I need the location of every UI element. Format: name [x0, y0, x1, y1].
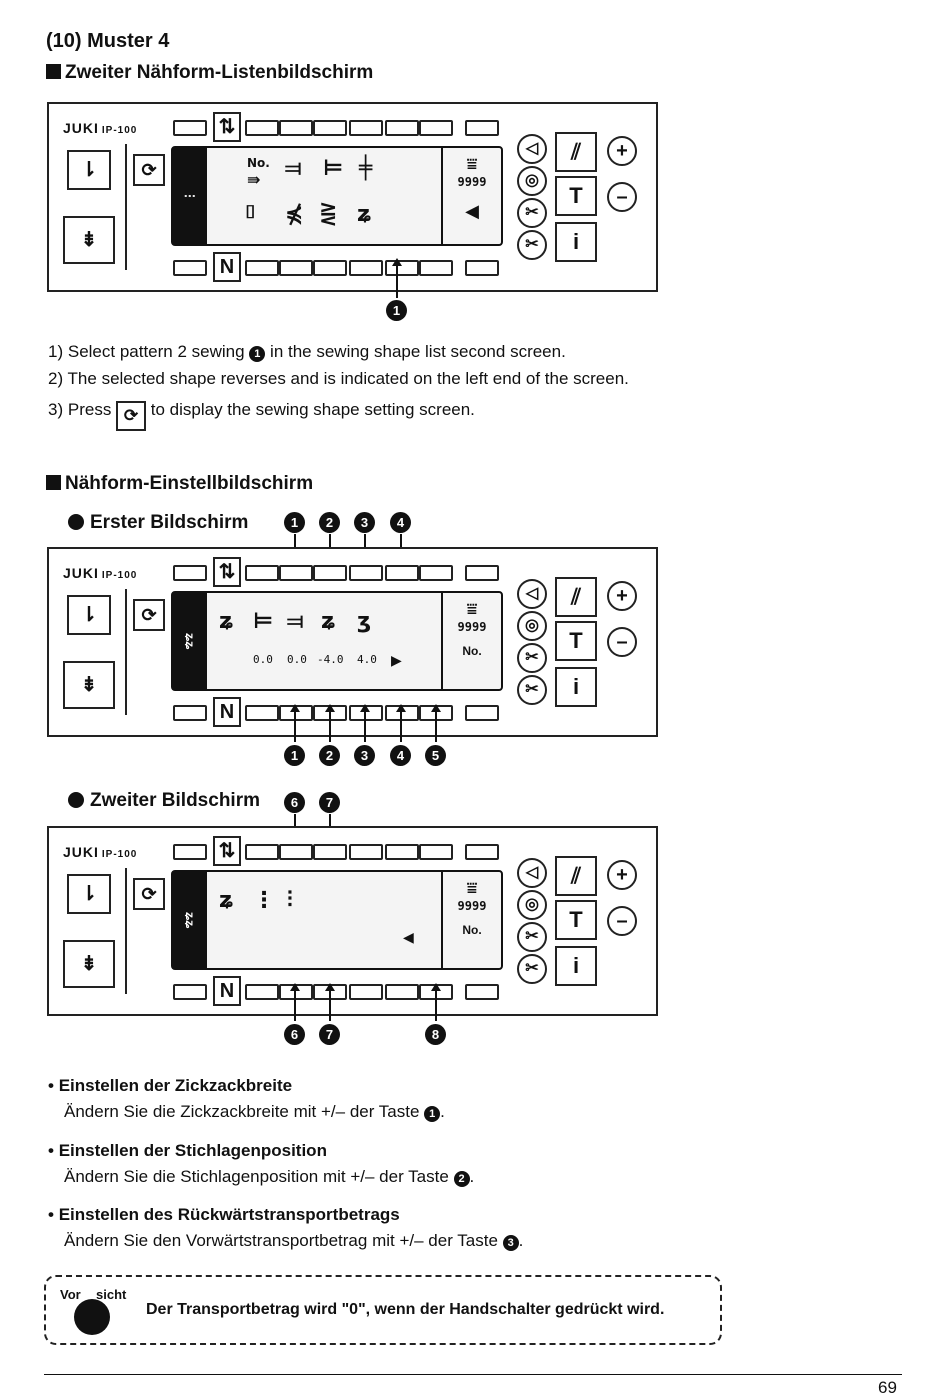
counter-icon: ⩸: [466, 599, 478, 619]
square-bullet-icon: [46, 64, 61, 79]
marker-circle: 2: [319, 512, 340, 533]
lcd-screen: [171, 591, 503, 691]
subsection-title-list: Zweiter Nähform-Listenbildschirm: [46, 62, 373, 84]
number-label: No.: [247, 156, 270, 170]
forward-feed-value: 4.0: [357, 653, 377, 666]
info-key[interactable]: i: [555, 946, 597, 986]
round-bullet-icon: [68, 792, 84, 808]
top-key[interactable]: [349, 844, 383, 860]
bottom-key[interactable]: [173, 984, 207, 1000]
screen-1-title: Erster Bildschirm: [68, 512, 248, 534]
pointer-arrow: [364, 710, 366, 742]
pointer-arrow: [329, 710, 331, 742]
top-key[interactable]: [245, 120, 279, 136]
lcd-screen: [171, 870, 503, 970]
model-key[interactable]: ⇟: [63, 661, 115, 709]
n-key[interactable]: N: [213, 697, 241, 727]
top-key[interactable]: [465, 565, 499, 581]
marker-circle: 2: [319, 745, 340, 766]
pointer-arrow: [435, 989, 437, 1021]
reverse-feed-icon[interactable]: ʑ: [321, 609, 337, 634]
pointer-arrow: [400, 710, 402, 742]
bottom-key[interactable]: [465, 260, 499, 276]
pattern-2-icon[interactable]: ʑ: [357, 202, 373, 227]
counter-value: 9999: [457, 620, 487, 634]
bullet-stitch-position: • Einstellen der Stichlagenposition Ändern Sie die Stichlagenposition mit +/– der Taste 2 .: [48, 1141, 475, 1186]
slash-key[interactable]: ⫽: [555, 577, 597, 617]
control-panel-setting-screen-2: [47, 826, 658, 1016]
bottom-key[interactable]: [245, 260, 279, 276]
marker-circle: 3: [354, 512, 375, 533]
bottom-key[interactable]: [313, 260, 347, 276]
plus-key[interactable]: +: [607, 136, 637, 166]
rotate-key-icon: ⟳: [116, 401, 146, 431]
number-label: No.: [462, 644, 482, 658]
stitch-position-icon[interactable]: ⫤: [287, 609, 304, 634]
bottom-key[interactable]: [465, 705, 499, 721]
shape-icon[interactable]: ⊨: [323, 156, 344, 181]
marker-circle: 5: [425, 745, 446, 766]
number-loop-icon[interactable]: ⌷: [245, 202, 256, 223]
left-arrow-icon: ◀: [465, 201, 479, 221]
top-key[interactable]: [385, 565, 419, 581]
bottom-key[interactable]: [245, 984, 279, 1000]
shape-icon[interactable]: ⫤: [285, 156, 302, 181]
top-key[interactable]: [279, 565, 313, 581]
counter-value: 9999: [457, 899, 487, 913]
pointer-arrow: [329, 989, 331, 1021]
top-key[interactable]: [245, 844, 279, 860]
bottom-key[interactable]: [173, 705, 207, 721]
selected-shape-indicator: ʑʑ: [173, 593, 207, 689]
top-key[interactable]: [313, 120, 347, 136]
counter-icon: ⩸: [466, 878, 478, 898]
rotate-key[interactable]: ⟳: [133, 599, 165, 631]
marker-circle: 6: [284, 792, 305, 813]
ready-key[interactable]: ⇂: [67, 595, 111, 635]
end-backtack-icon[interactable]: ⫶: [287, 888, 293, 913]
marker-circle: 1: [386, 300, 407, 321]
bottom-key[interactable]: [419, 260, 453, 276]
start-backtack-icon[interactable]: ⋮: [253, 888, 275, 913]
top-key[interactable]: [349, 120, 383, 136]
round-bullet-icon: [68, 514, 84, 530]
n-key[interactable]: N: [213, 976, 241, 1006]
thread-trim-key-icon[interactable]: ✂: [517, 643, 547, 673]
top-key[interactable]: [173, 844, 207, 860]
bottom-key[interactable]: [385, 984, 419, 1000]
caution-text: Der Transportbetrag wird "0", wenn der Handschalter gedrückt wird.: [146, 1301, 665, 1318]
counter-box: [441, 872, 501, 968]
bottom-key[interactable]: [349, 260, 383, 276]
subsection-title-setting: Nähform-Einstellbildschirm: [46, 473, 313, 495]
thread-trim-key-icon[interactable]: ✂: [517, 198, 547, 228]
pointer-arrow: [396, 264, 398, 298]
rotate-key[interactable]: ⟳: [133, 878, 165, 910]
marker-circle: 3: [354, 745, 375, 766]
ready-key[interactable]: ⇂: [67, 874, 111, 914]
marker-circle: 6: [284, 1024, 305, 1045]
step-1: 1) Select pattern 2 sewing 1 in the sewing shape list second screen.: [48, 342, 566, 361]
thread-key-icon[interactable]: ◁: [517, 579, 547, 609]
plus-key[interactable]: +: [607, 860, 637, 890]
divider: [125, 144, 127, 270]
juki-logo: JUKI IP-100: [63, 565, 138, 581]
stitch-position-value: 0.0: [287, 653, 307, 666]
forward-feed-icon[interactable]: ʒ: [357, 609, 372, 634]
minus-key[interactable]: –: [607, 906, 637, 936]
top-key[interactable]: [419, 565, 453, 581]
top-key[interactable]: [385, 120, 419, 136]
marker-circle: 7: [319, 792, 340, 813]
step-3: 3) Press ⟳ to display the sewing shape setting screen.: [48, 400, 475, 431]
top-key[interactable]: [313, 844, 347, 860]
bottom-key[interactable]: [465, 984, 499, 1000]
zigzag-width-value: 0.0: [253, 653, 273, 666]
top-key[interactable]: [279, 844, 313, 860]
thread-key-icon[interactable]: ◁: [517, 134, 547, 164]
model-key[interactable]: ⇟: [63, 940, 115, 988]
winder-key-icon[interactable]: ◎: [517, 166, 547, 196]
marker-circle: 4: [390, 512, 411, 533]
footer-rule: [44, 1374, 902, 1375]
selected-shape-indicator: ʑʑ: [173, 872, 207, 968]
shape-preview-icon: ʑ: [219, 888, 235, 913]
t-key[interactable]: T: [555, 900, 597, 940]
top-key[interactable]: [385, 844, 419, 860]
caution-icon: Vor sicht: [60, 1285, 120, 1335]
arrow-icon: ⇛: [247, 170, 261, 189]
pointer-arrow: [294, 710, 296, 742]
number-label: No.: [462, 923, 482, 937]
bullet-reverse-feed: • Einstellen des Rückwärtstransportbetrags Ändern Sie den Vorwärtstransportbetrag mit +/– der Taste 3 .: [48, 1205, 524, 1250]
page-up-key[interactable]: ⇅: [213, 836, 241, 866]
slash-key[interactable]: ⫽: [555, 856, 597, 896]
rotate-key[interactable]: ⟳: [133, 154, 165, 186]
zigzag-icon[interactable]: ⋛: [319, 202, 338, 227]
minus-key[interactable]: –: [607, 627, 637, 657]
reset-key-icon[interactable]: ✂: [517, 230, 547, 260]
counter-box: [441, 593, 501, 689]
bottom-key[interactable]: [173, 260, 207, 276]
selection-indicator: ⋮: [173, 148, 207, 244]
top-key[interactable]: [245, 565, 279, 581]
top-key[interactable]: [419, 844, 453, 860]
caution-box: [44, 1275, 722, 1345]
divider: [125, 589, 127, 715]
plus-key[interactable]: +: [607, 581, 637, 611]
counter-box: [441, 148, 501, 244]
pointer-arrow: [294, 989, 296, 1021]
counter-value: 9999: [457, 175, 487, 189]
marker-circle: 4: [390, 745, 411, 766]
marker-circle: 8: [425, 1024, 446, 1045]
reverse-feed-value: -4.0: [317, 653, 344, 666]
marker-circle: 7: [319, 1024, 340, 1045]
slash-key[interactable]: ⫽: [555, 132, 597, 172]
thread-key-icon[interactable]: ◁: [517, 858, 547, 888]
right-arrow-icon: ▶: [391, 653, 402, 669]
control-panel-list-screen: [47, 102, 658, 292]
reset-key-icon[interactable]: ✂: [517, 675, 547, 705]
ready-key[interactable]: ⇂: [67, 150, 111, 190]
page-up-key[interactable]: ⇅: [213, 557, 241, 587]
top-key[interactable]: [465, 844, 499, 860]
reset-key-icon[interactable]: ✂: [517, 954, 547, 984]
thread-trim-key-icon[interactable]: ✂: [517, 922, 547, 952]
page-number: 69: [878, 1378, 897, 1397]
top-key[interactable]: [313, 565, 347, 581]
top-key[interactable]: [349, 565, 383, 581]
n-key[interactable]: N: [213, 252, 241, 282]
info-key[interactable]: i: [555, 222, 597, 262]
marker-circle: 1: [284, 745, 305, 766]
zigzag-icon[interactable]: ⋠: [285, 202, 304, 227]
top-key[interactable]: [173, 120, 207, 136]
bottom-key[interactable]: [385, 260, 419, 276]
bottom-key[interactable]: [245, 705, 279, 721]
juki-logo: JUKI IP-100: [63, 844, 138, 860]
pointer-arrow: [435, 710, 437, 742]
bottom-key[interactable]: [279, 260, 313, 276]
top-key[interactable]: [465, 120, 499, 136]
winder-key-icon[interactable]: ◎: [517, 890, 547, 920]
minus-key[interactable]: –: [607, 182, 637, 212]
top-key[interactable]: [279, 120, 313, 136]
square-bullet-icon: [46, 475, 61, 490]
winder-key-icon[interactable]: ◎: [517, 611, 547, 641]
bullet-zigzag-width: • Einstellen der Zickzackbreite Ändern Sie die Zickzackbreite mit +/– der Taste 1 .: [48, 1076, 445, 1121]
t-key[interactable]: T: [555, 176, 597, 216]
lcd-screen: [171, 146, 503, 246]
top-key[interactable]: [419, 120, 453, 136]
marker-circle: 1: [284, 512, 305, 533]
juki-logo: JUKI IP-100: [63, 120, 138, 136]
model-key[interactable]: ⇟: [63, 216, 115, 264]
control-panel-setting-screen-1: [47, 547, 658, 737]
section-heading: (10) Muster 4: [46, 30, 170, 52]
step-2: 2) The selected shape reverses and is indicated on the left end of the screen.: [48, 369, 629, 388]
counter-icon: ⩸: [466, 154, 478, 174]
divider: [125, 868, 127, 994]
left-arrow-icon[interactable]: ◀: [403, 930, 414, 946]
page-up-key[interactable]: ⇅: [213, 112, 241, 142]
zigzag-width-icon[interactable]: ⊨: [253, 609, 274, 634]
bottom-key[interactable]: [349, 984, 383, 1000]
info-key[interactable]: i: [555, 667, 597, 707]
shape-preview-icon: ʑ: [219, 609, 235, 634]
shape-icon[interactable]: ╪: [359, 156, 373, 181]
top-key[interactable]: [173, 565, 207, 581]
screen-2-title: Zweiter Bildschirm: [68, 790, 260, 812]
t-key[interactable]: T: [555, 621, 597, 661]
